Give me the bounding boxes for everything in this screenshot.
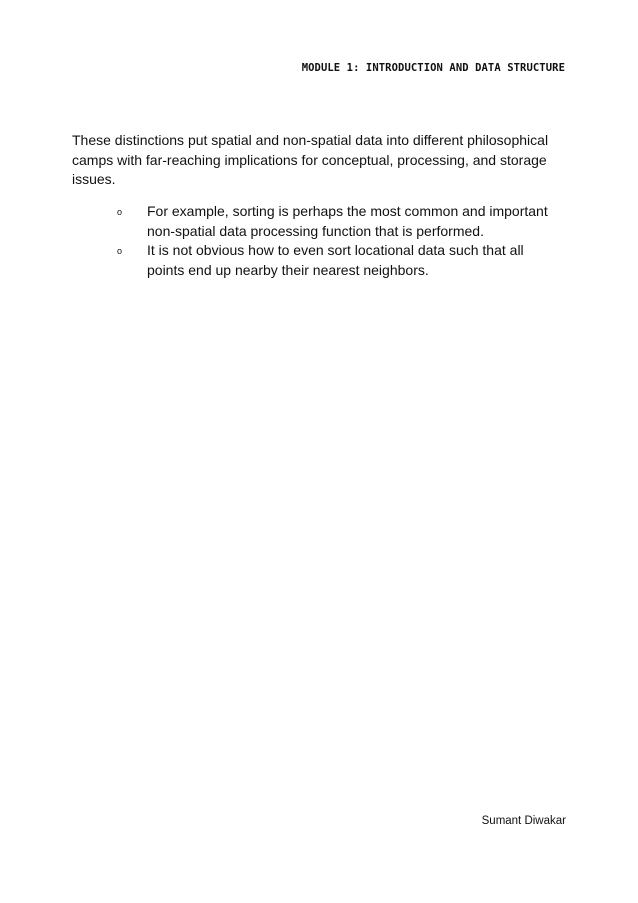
body-paragraph: These distinctions put spatial and non-spatial data into different philosophical camps with far-reaching implications for conceptual, processing, and storage issues. bbox=[72, 132, 549, 187]
bullet-text: For example, sorting is perhaps the most common and important non-spatial data processing function that is performed. bbox=[147, 203, 548, 239]
bullet-marker-icon: o bbox=[117, 207, 123, 217]
bullet-marker-icon: o bbox=[117, 246, 123, 256]
bullet-text: It is not obvious how to even sort locational data such that all points end up nearby their nearest neighbors. bbox=[147, 242, 524, 278]
list-item bbox=[117, 202, 557, 241]
bullet-list bbox=[117, 202, 557, 280]
list-item bbox=[117, 241, 557, 280]
page-header: MODULE 1: INTRODUCTION AND DATA STRUCTURE bbox=[301, 62, 565, 74]
page-footer-author: Sumant Diwakar bbox=[481, 815, 566, 827]
